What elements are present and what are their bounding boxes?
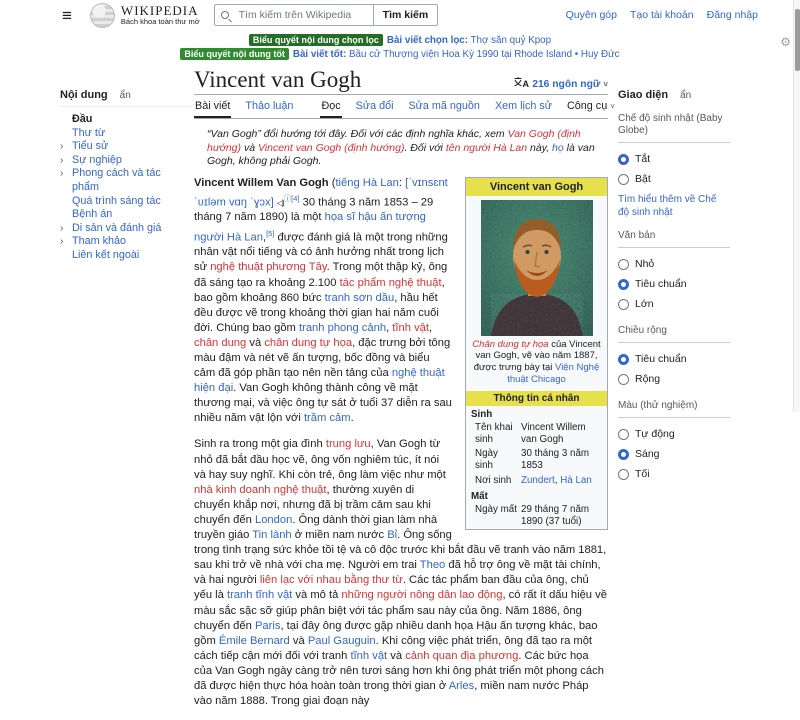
toc-spacer [60,113,72,127]
language-count: 216 ngôn ngữ [532,78,601,90]
toc-item[interactable] [60,249,190,263]
wiki-link[interactable]: tranh phong cảnh [298,321,387,334]
wiki-link[interactable]: Bài viết tốt: [292,49,347,60]
toc-item[interactable] [60,154,190,168]
wikipedia-logo[interactable] [90,3,200,28]
red-link[interactable]: những người nông dân lao động [341,589,503,602]
toc-header [60,89,190,107]
text-segment: 29 tháng 7 năm 1890 (37 tuổi) [521,503,590,527]
article-content [194,67,615,720]
text-segment: ◁) [276,198,284,208]
tab-sửa-mã-nguồn[interactable]: Sửa mã nguồn [408,100,480,112]
toc-link[interactable]: Quá trình sáng tác [72,194,161,207]
site-notices [0,34,800,61]
wiki-link[interactable]: tranh sơn dầu [324,291,395,304]
language-icon [514,77,529,91]
appearance-section-label: Chiều rộng [618,325,730,343]
text-segment: , [554,474,561,486]
toc-spacer [60,208,72,222]
text-segment: , có rất ít dấu hiệu về màu sắc sặc sỡ giúp phân biệt với tác phẩm sau này của ông. Năm 1886, ông chuyển đến [194,589,607,632]
appearance-sections [618,113,730,484]
text-segment: được đánh giá là một trong những nhân vật nổi tiếng và có ảnh hưởng nhất trong lịch sử [194,231,448,274]
wiki-link[interactable]: Thợ săn quỷ Kpop [470,35,552,46]
red-link[interactable]: tĩnh vật [392,321,429,334]
infobox-title: Vincent van Gogh [466,178,607,196]
red-link[interactable]: chân dung tự họa [264,336,353,349]
infobox-section-header: Thông tin cá nhân [466,391,607,406]
page-title: Vincent van Gogh [194,67,362,92]
toc-item[interactable] [60,208,190,222]
toc-link[interactable]: Liên kết ngoài [72,248,140,261]
text-segment: : [398,176,406,189]
wiki-link[interactable]: [5] [266,228,275,238]
text-segment: ở miền nam nước [291,529,388,542]
text-segment: , bao gồm khoảng 860 bức [194,276,445,304]
radio-label: Rộng [635,373,661,385]
wiki-link[interactable]: tranh tĩnh vật [226,589,293,602]
tab-thảo-luận[interactable]: Thảo luận [245,100,294,112]
toc-link[interactable]: Tiểu sử [72,140,109,153]
text-segment: Vincent Willem Van Gogh [194,176,329,189]
text-segment: . Đối với [404,141,446,154]
toc-item[interactable] [60,167,190,194]
text-segment: “Van Gogh” đổi hướng tới đây. Đối với các định nghĩa khác, xem [207,128,508,140]
radio-label: Bật [635,173,651,185]
toc-link[interactable]: Tham khảo [72,235,127,248]
toc-expand-icon[interactable]: › [60,141,64,153]
infobox-row-label: Tên khai sinh [475,421,513,445]
infobox-row-value [521,448,604,472]
red-link[interactable]: trung lưu [325,438,371,451]
toc-expand-icon[interactable]: › [60,168,64,180]
wiki-link[interactable]: Paris [254,619,281,632]
wiki-link[interactable]: Theo [419,559,446,572]
toc-hide-button[interactable]: ẩn [119,89,131,101]
wiki-link[interactable]: ⓘ [283,193,292,203]
tab-xem-lịch-sử[interactable]: Xem lịch sử [494,100,552,112]
tabs-row [194,97,615,119]
red-link[interactable]: tên người Hà Lan [445,141,528,154]
text-segment: . Ông dành thời gian làm nhà truyền giáo [194,513,438,542]
toc-link[interactable]: Phong cách và tác phẩm [72,167,161,193]
infobox-row-value [521,504,604,528]
radio-selected-icon[interactable] [618,154,629,165]
text-segment: và [387,649,406,662]
infobox-row-label: Nơi sinh [475,474,512,486]
wiki-link[interactable]: Viện Nghệ thuật Chicago [507,362,600,385]
top-header [0,0,800,30]
radio-icon[interactable] [618,429,629,440]
page-tabs [194,97,307,118]
toc-spacer [60,127,72,141]
text-segment: và mô tả [292,589,342,602]
radio-option-rộng[interactable] [618,369,730,389]
text-segment: , tại đây ông được gặp nhiều danh họa Hậu ấn tượng khác, bao gồm [194,619,598,647]
radio-label: Tự động [635,428,675,440]
wiki-link[interactable]: Huy Đức [580,49,620,60]
text-segment: của Vincent van Gogh, vẽ vào năm 1887, được trưng bày tại [473,338,601,374]
text-segment: . Khi công việc phát triển, ông đã tạo ra một cách tiếp cận mới đối với tranh [194,634,593,662]
header-link[interactable]: Tạo tài khoản [629,9,694,21]
svg-text:A: A [522,79,530,88]
wiki-link[interactable]: Paul Gauguin [307,634,376,647]
appearance-section-label: Màu (thử nghiệm) [618,400,730,418]
radio-icon[interactable] [618,299,629,310]
chevron-down-icon: ˅ [603,79,608,89]
text-segment: và [246,336,265,349]
radio-icon[interactable] [618,469,629,480]
appearance-panel [618,67,730,720]
text-segment: , Van Gogh từ nhỏ đã bắt đầu học vẽ, ông vốn nghiêm túc, ít nói và hay suy nghĩ. Khi còn trẻ, ông làm việc như một [194,438,446,481]
wiki-link[interactable]: Hà Lan [560,474,592,486]
red-link[interactable]: Van Gogh (định hướng) [207,128,581,154]
chevron-down-icon: ˅ [610,102,615,111]
text-segment: . Các bức họa của Van Gogh ngày càng trở nên tươi sáng hơn khi ông phát triển một phong cách đã được hiện thực hóa hoàn toàn trong thời gian ở [194,649,604,692]
logo-title: WIKIPEDIA [120,3,199,18]
toc-link[interactable]: Thư từ [72,126,106,139]
infobox-row [466,447,607,473]
wiki-link[interactable]: Bầu cử Thượng viện Hoa Kỳ 1990 tại Rhode Island [348,49,573,60]
tab-đọc[interactable]: Đọc [320,97,341,118]
search-icon [221,11,229,19]
search-input[interactable] [214,4,374,26]
vote-badge[interactable]: Biểu quyết nội dung tốt [180,48,289,60]
appearance-section [618,230,730,314]
wiki-link[interactable]: nghệ thuật hiện đại [194,367,445,395]
wiki-link[interactable]: London [254,513,293,526]
main-layout [0,67,800,720]
text-segment: 30 tháng 3 năm 1853 – 29 tháng 7 năm 1890) là một [194,196,434,224]
appearance-hide-button[interactable]: ẩn [680,89,692,101]
hatnote [207,128,608,169]
table-of-contents [60,67,190,720]
radio-option-tiêu-chuẩn[interactable] [618,349,730,369]
text-segment: . Ông sống trong tình trạng sức khỏe tồi tệ và cô độc trước khi bắt đầu vẽ tranh vào năm 1881, sau khi trở về nhà với cha mẹ. Người em trai [194,529,607,572]
radio-icon[interactable] [618,174,629,185]
toc-list [60,113,190,263]
radio-label: Tối [635,468,650,480]
text-segment: , [262,231,267,244]
scrollbar[interactable] [793,0,800,412]
header-link[interactable]: Quyên góp [565,9,617,21]
toc-link[interactable]: Sự nghiệp [72,153,122,166]
appearance-section [618,325,730,389]
red-link[interactable]: Vincent van Gogh (định hướng) [257,141,405,154]
text-segment: đã hỗ trợ ông về mặt tài chính, và hai người [194,559,601,587]
radio-icon[interactable] [618,374,629,385]
scrollbar-thumb[interactable] [795,9,800,71]
appearance-section-label: Văn bản [618,230,730,248]
infobox-row-label: Ngày mất [475,503,517,515]
vote-badge[interactable]: Biểu quyết nội dung chọn lọc [249,34,383,46]
red-link[interactable]: Chân dung tự họa [472,338,549,350]
red-link[interactable]: liên lạc với nhau bằng thư từ [259,574,403,587]
radio-selected-icon[interactable] [618,279,629,290]
toc-link[interactable]: Đầu [72,113,93,125]
toc-expand-icon[interactable]: › [60,236,64,248]
text-segment: , đặc trưng bởi tông màu đậm và nét vẽ ấn tượng, bốc đồng và biểu cảm đã góp phần tạo nên nền tảng của [194,336,451,380]
toc-item[interactable] [60,113,190,127]
toc-link[interactable]: Di sản và đánh giá [72,221,162,234]
text-segment: 30 tháng 3 năm 1853 [521,448,590,472]
wiki-link[interactable]: họa sĩ hậu ấn tượng [324,211,426,224]
radio-selected-icon[interactable] [618,449,629,460]
text-segment: ( [328,176,336,189]
text-segment: Sinh ra trong một gia đình [194,438,326,451]
wiki-link[interactable]: Arles [448,679,475,692]
hamburger-menu-icon[interactable]: ≡ [62,7,82,24]
text-segment: , [429,321,433,334]
toc-spacer [60,249,72,263]
text-segment: này, [527,141,553,154]
radio-label: Tiêu chuẩn [635,278,687,290]
text-segment: [ˈvɪnsɛnt ˈʋɪləm vɑŋ ˈɣɔx] [194,176,448,209]
text-segment: . [350,412,354,425]
toc-item[interactable] [60,140,190,154]
tab-công-cụ[interactable]: Công cụ ˅ [566,100,615,112]
portrait-image[interactable] [481,200,593,336]
text-segment: , [386,321,393,334]
appearance-section [618,400,730,484]
text-segment: . Van Gogh không thành công về mặt thương mại, và việc ông tự sát ở tuổi 37 diễn ra sau nhiều năm vật lộn với [194,382,452,425]
view-tabs [307,97,615,118]
appearance-title: Giao diện [618,89,669,101]
wiki-link[interactable]: Bài viết chọn lọc: [386,35,469,46]
radio-selected-icon[interactable] [618,354,629,365]
text-segment: , miền nam nước Pháp vào năm 1888. Trong giai đoạn này [194,679,589,708]
tab-sửa-đổi[interactable]: Sửa đổi [355,100,394,112]
toc-item[interactable] [60,235,190,249]
appearance-section-label: Chế độ sinh nhật (Baby Globe) [618,113,730,143]
wiki-link[interactable]: trầm cảm [303,412,351,425]
red-link[interactable]: nghệ thuật phương Tây [210,261,327,274]
red-link[interactable]: nhà kinh doanh nghệ thuật [194,483,327,496]
infobox [465,177,608,531]
infobox-rows [466,406,607,529]
text-segment: . Trong một thập kỷ, ông đã sáng tạo ra khoảng 2.100 [194,261,448,289]
infobox-caption [466,338,607,391]
site-notice-line [0,34,800,47]
wiki-link[interactable]: Bỉ [387,529,398,542]
red-link[interactable]: tác phẩm nghệ thuật [339,276,442,289]
text-segment: là van Gogh, không phải Gogh. [207,141,595,167]
wiki-link[interactable]: • [572,49,581,60]
infobox-row-value [521,422,604,446]
radio-label: Nhỏ [635,258,655,270]
site-notice-line [0,48,800,61]
wikipedia-globe-icon [90,3,115,28]
wiki-link[interactable]: Zundert [521,474,555,486]
appearance-section [618,113,730,219]
wiki-link[interactable]: Émile Bernard [218,634,290,647]
radio-option-tự-động[interactable] [618,424,730,444]
radio-option-tắt[interactable] [618,149,730,169]
infobox-row [466,474,607,488]
search-button[interactable]: Tìm kiếm [374,4,439,26]
toc-spacer [60,195,72,209]
toc-expand-icon[interactable]: › [60,222,64,234]
wiki-link[interactable]: họ [552,141,564,154]
search-bar [214,4,439,26]
infobox-group-heading: Mất [471,490,488,502]
gear-icon[interactable]: ⚙ [780,35,791,49]
infobox-row [466,421,607,447]
toc-link[interactable]: Bệnh án [72,208,113,221]
toc-item[interactable] [60,222,190,236]
wiki-link[interactable]: [4] [291,193,300,203]
toc-expand-icon[interactable]: › [60,154,64,166]
wiki-link[interactable]: tĩnh vật [350,649,388,662]
infobox-group-heading: Sinh [471,408,493,420]
radio-option-sáng[interactable] [618,444,730,464]
wiki-link[interactable]: người Hà Lan [194,231,263,244]
text-segment: và [289,634,308,647]
toc-item[interactable] [60,127,190,141]
radio-label: Lớn [635,298,654,310]
text-segment: , thường xuyên di chuyển khắp nơi, nhưng đã bị trầm cảm sau khi chuyển đến [194,483,431,526]
radio-option-nhỏ[interactable] [618,254,730,274]
radio-option-tối[interactable] [618,464,730,484]
title-row [194,67,608,95]
radio-option-tiêu-chuẩn[interactable] [618,274,730,294]
radio-label: Tiêu chuẩn [635,353,687,365]
text-segment: . Các tác phẩm ban đầu của ông, chủ yếu là [194,574,589,602]
radio-icon[interactable] [618,259,629,270]
wiki-link[interactable]: Tin lành [252,529,292,542]
radio-label: Tắt [635,153,651,165]
language-selector-button[interactable] [514,75,608,93]
text-segment: và [241,141,258,154]
appearance-footer-link[interactable]: Tìm hiểu thêm về Chế độ sinh nhật [618,194,717,218]
radio-label: Sáng [635,448,660,460]
infobox-row-value [521,475,604,487]
logo-subtitle: Bách khoa toàn thư mở [120,17,200,26]
appearance-header [618,89,730,101]
toc-item[interactable] [60,195,190,209]
text-segment: , hầu hết đều được vẽ trong khoảng thời gian hai năm cuối đời. Chúng bao gồm [194,291,439,334]
radio-option-bật[interactable] [618,169,730,189]
radio-option-lớn[interactable] [618,294,730,314]
header-link[interactable]: Đăng nhập [706,9,758,21]
wiki-link[interactable]: tiếng Hà Lan [335,176,399,189]
user-links [566,9,800,21]
text-segment: Vincent Willem van Gogh [521,421,586,445]
toc-title: Nội dung [60,89,108,101]
tab-bài-viết[interactable]: Bài viết [194,97,231,118]
red-link[interactable]: cảnh quan địa phương [405,649,519,662]
infobox-row-label: Ngày sinh [475,448,498,472]
red-link[interactable]: chân dung [194,336,247,349]
infobox-row [466,503,607,529]
logo-text [121,4,200,26]
